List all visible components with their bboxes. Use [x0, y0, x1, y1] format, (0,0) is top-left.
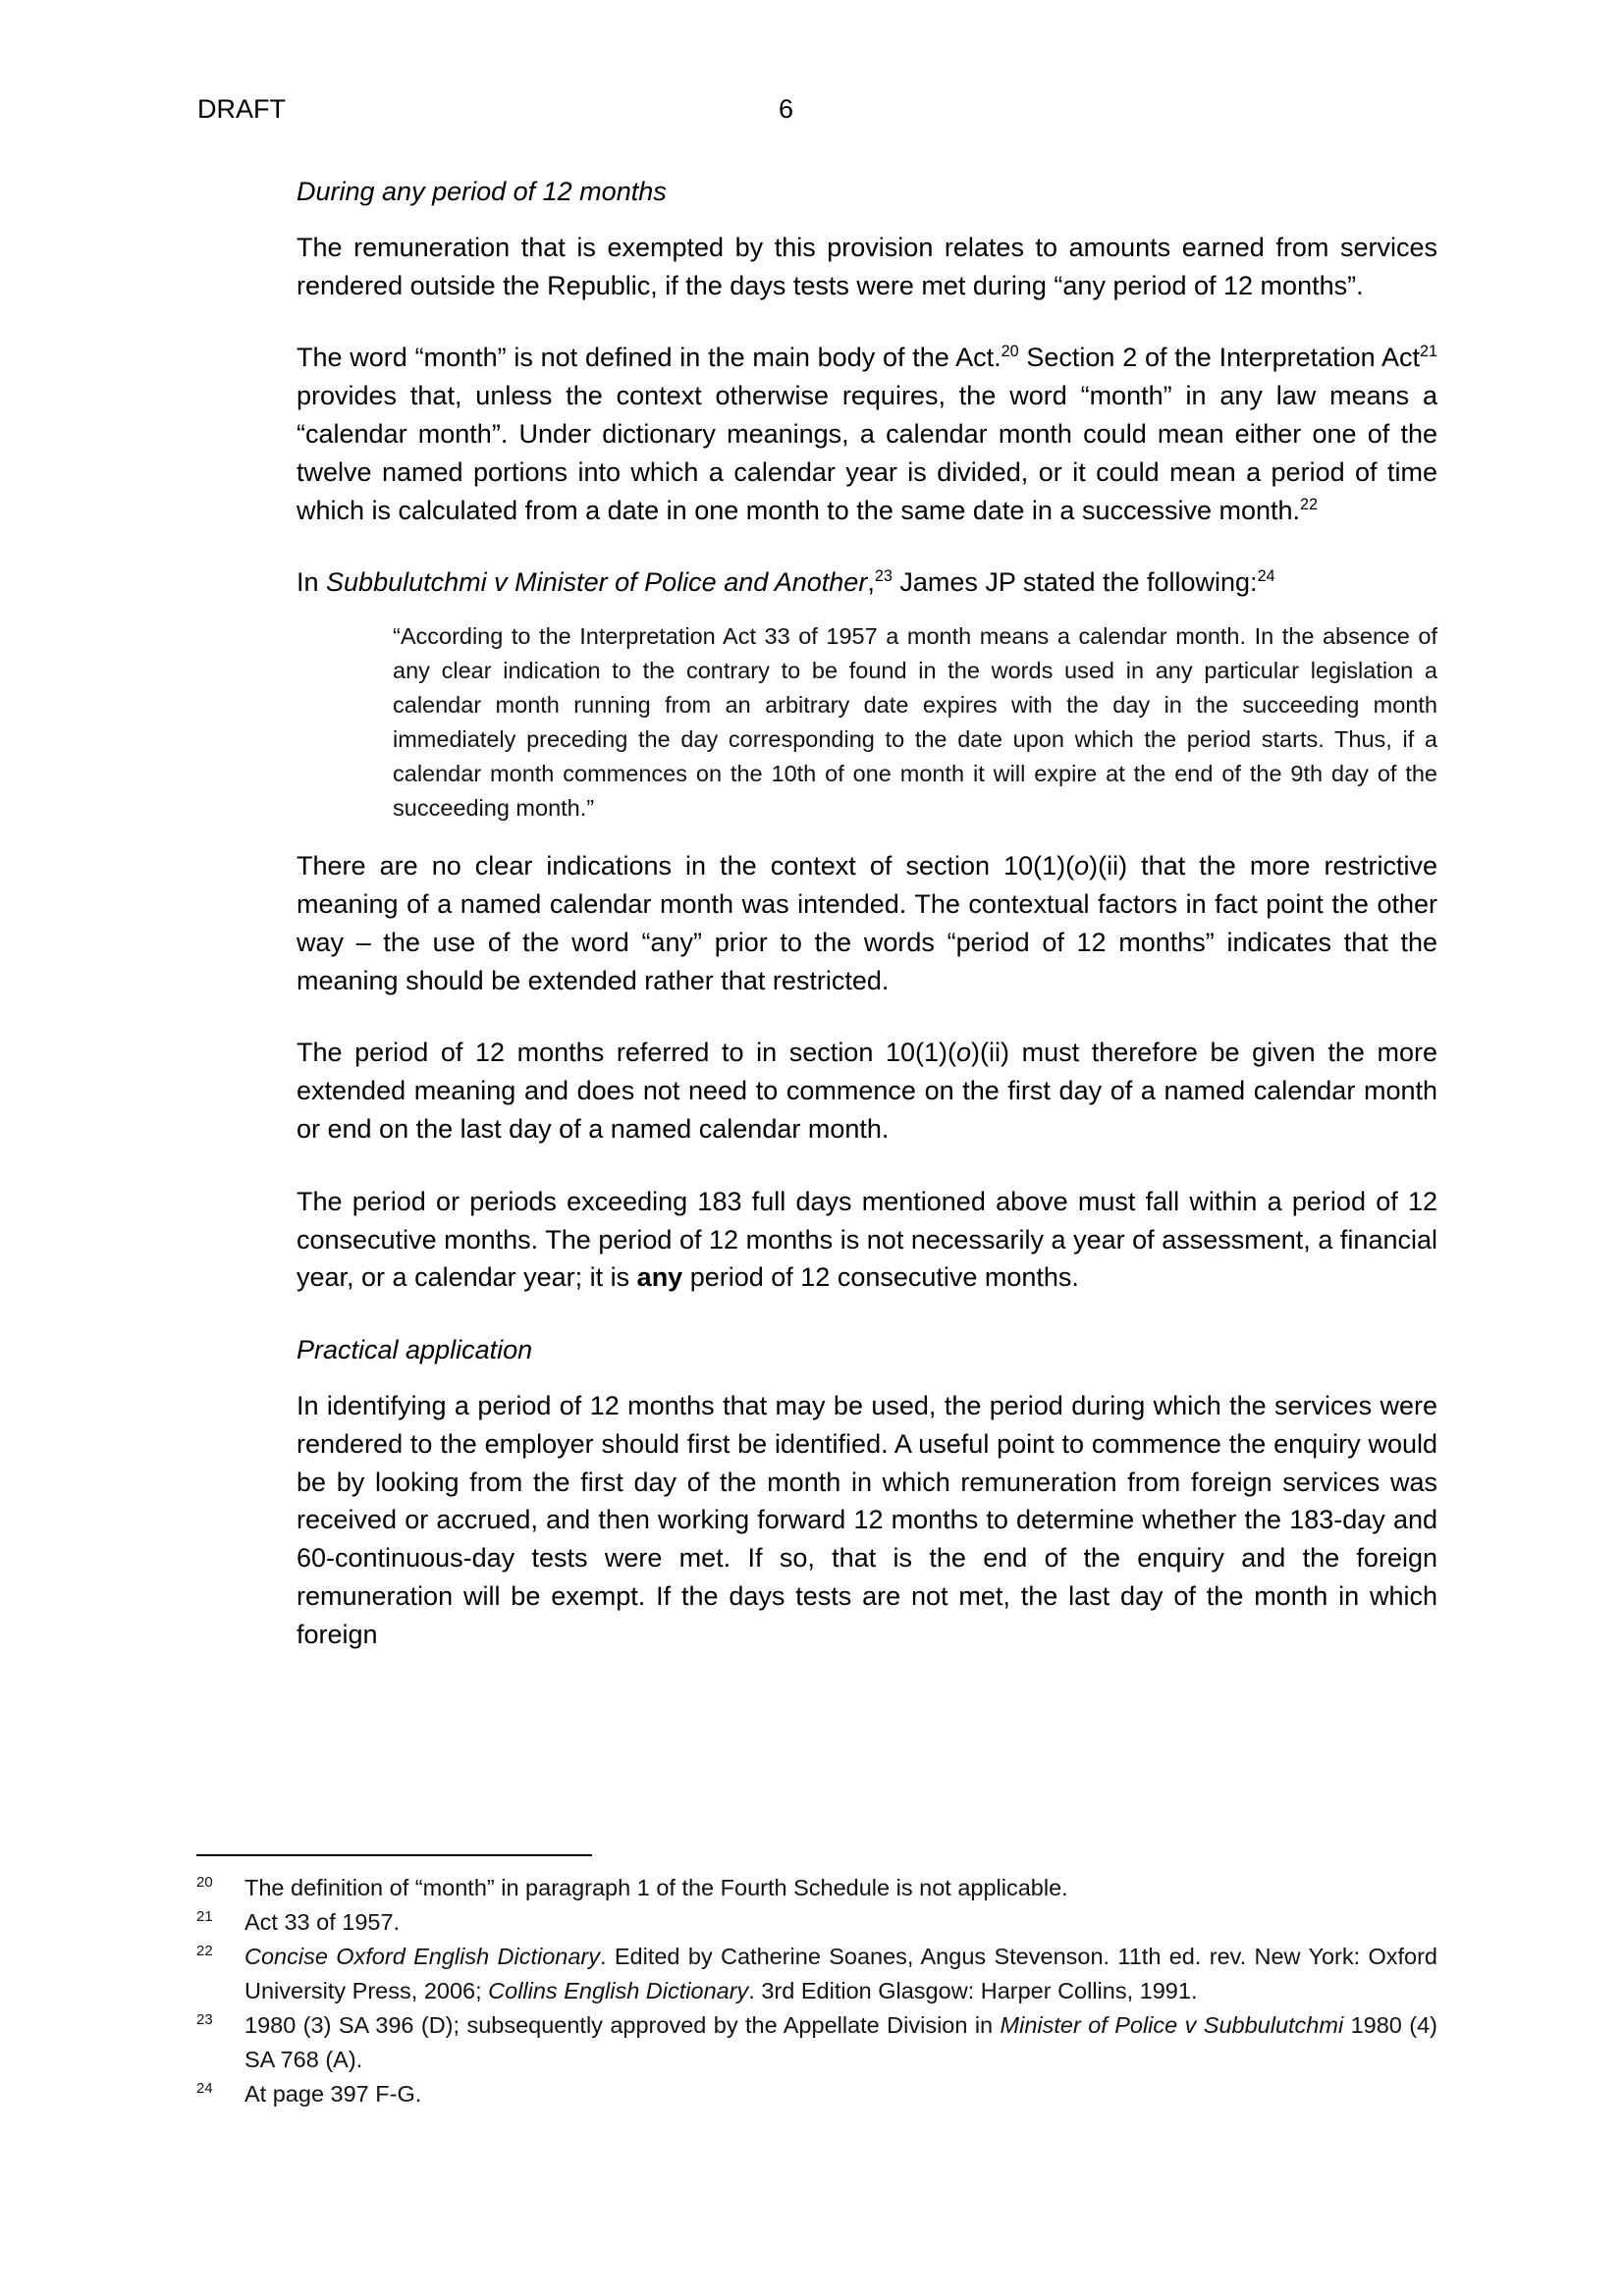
- text: There are no clear indications in the context of section 10(1)(: [297, 851, 1075, 881]
- case-name: Subbulutchmi v Minister of Police and Another: [326, 567, 868, 598]
- text: Section 2 of the Interpretation Act: [1018, 343, 1420, 373]
- section-heading-practical: Practical application: [297, 1335, 533, 1365]
- paragraph-183-days: [297, 1183, 1437, 1297]
- text: ,: [867, 567, 875, 598]
- footnote-22: [196, 1940, 1437, 2008]
- text: period of 12 consecutive months.: [682, 1262, 1079, 1293]
- footnote-23: [196, 2008, 1437, 2077]
- footnote-number: 20: [196, 1874, 213, 1891]
- paragraph-case-intro: [297, 563, 1437, 602]
- footnote-text: . 3rd Edition Glasgow: Harper Collins, 1991.: [748, 1978, 1198, 2003]
- section-heading-period: During any period of 12 months: [297, 177, 667, 206]
- text: The period of 12 months referred to in section 10(1)(: [297, 1038, 956, 1068]
- paragraph-month-definition: [297, 339, 1437, 529]
- footnote-24: [196, 2077, 1437, 2111]
- text: )(ii) must therefore be given the more extended meaning and does not need to commence on the first day of a named calendar month or end on the last day of a named calendar month.: [297, 1038, 1437, 1144]
- italic-o: o: [1074, 851, 1090, 881]
- footnote-ref-24[interactable]: 24: [1257, 567, 1275, 586]
- footnote-21: [196, 1905, 1437, 1940]
- footnote-ref-22[interactable]: 22: [1300, 495, 1319, 513]
- footnote-number: 23: [196, 2011, 213, 2028]
- footnote-number: 22: [196, 1943, 213, 1959]
- page-number: 6: [779, 94, 794, 124]
- paragraph-remuneration: The remuneration that is exempted by this provision relates to amounts earned from services rendered outside the Republic, if the days tests were met during “any period of 12 months”.: [297, 232, 1437, 300]
- bold-any: any: [636, 1262, 683, 1293]
- text: James JP stated the following:: [892, 567, 1258, 598]
- footnote-separator: [196, 1854, 592, 1856]
- text: In: [297, 567, 327, 598]
- footnotes: [196, 1871, 1437, 2111]
- footnote-number: 24: [196, 2080, 213, 2097]
- footnote-ref-20[interactable]: 20: [1001, 343, 1019, 361]
- footnote-ref-21[interactable]: 21: [1419, 343, 1437, 361]
- footnote-text: 1980 (4) SA 768 (A).: [244, 2012, 1437, 2072]
- footnote-text: The definition of “month” in paragraph 1 of the Fourth Schedule is not applicable.: [244, 1875, 1068, 1900]
- page-header: [197, 94, 1624, 133]
- footnote-text: 1980 (3) SA 396 (D); subsequently approved by the Appellate Division in: [244, 2012, 1001, 2038]
- document-body: [297, 173, 1437, 1688]
- paragraph-contextual-factors: [297, 847, 1437, 999]
- block-quote: “According to the Interpretation Act 33 of 1957 a month means a calendar month. In the absence of any clear indication to the contrary to be found in the words used in any particular legislation a calendar month running from an arbitrary date expires with the day in the succeeding month immediately preceding the day corresponding to the date upon which the period starts. Thus, if a calendar month commences on the 10th of one month it will expire at the end of the 9th day of the succeeding month.”: [393, 623, 1437, 822]
- text: The word “month” is not defined in the main body of the Act.: [297, 343, 1001, 373]
- text: The period or periods exceeding 183 full days mentioned above must fall within a period of 12 consecutive months. The period of 12 months is not necessarily a year of assessment, a financial year, or a calendar year; it is: [297, 1186, 1437, 1293]
- footnote-italic: Concise Oxford English Dictionary: [244, 1944, 600, 1969]
- text: )(ii) that the more restrictive meaning of a named calendar month was intended. The contextual factors in fact point the other way – the use of the word “any” prior to the words “period of 12 months” indicates that the meaning should be extended rather that restricted.: [297, 851, 1438, 995]
- footnote-italic: Minister of Police v Subbulutchmi: [1000, 2012, 1344, 2038]
- italic-o: o: [956, 1038, 972, 1068]
- text: provides that, unless the context otherwise requires, the word “month” in any law means a “calendar month”. Under dictionary meanings, a calendar month could mean either one of the twelve named portions into which a calendar year is divided, or it could mean a period of time which is calculated from a date in one month to the same date in a successive month.: [297, 381, 1437, 525]
- footnote-text: . Edited by Catherine Soanes, Angus Stevenson. 11th ed. rev. New York: Oxford University Press, 2006;: [244, 1944, 1437, 2003]
- footnote-ref-23[interactable]: 23: [874, 567, 893, 586]
- footnote-number: 21: [196, 1908, 213, 1925]
- paragraph-extended-meaning: [297, 1034, 1437, 1148]
- paragraph-practical-application: In identifying a period of 12 months that may be used, the period during which the services were rendered to the employer should first be identified. A useful point to commence the enquiry would be by looking from the first day of the month in which remuneration from foreign services was received or accrued, and then working forward 12 months to determine whether the 183-day and 60-continuous-day tests were met. If so, that is the end of the enquiry and the foreign remuneration will be exempt. If the days tests are not met, the last day of the month in which foreign: [297, 1390, 1437, 1649]
- footnote-italic: Collins English Dictionary: [488, 1978, 749, 2003]
- footnote-text: Act 33 of 1957.: [244, 1909, 401, 1935]
- footnote-text: At page 397 F-G.: [244, 2081, 422, 2107]
- footnote-20: [196, 1871, 1437, 1905]
- draft-label: DRAFT: [197, 94, 286, 124]
